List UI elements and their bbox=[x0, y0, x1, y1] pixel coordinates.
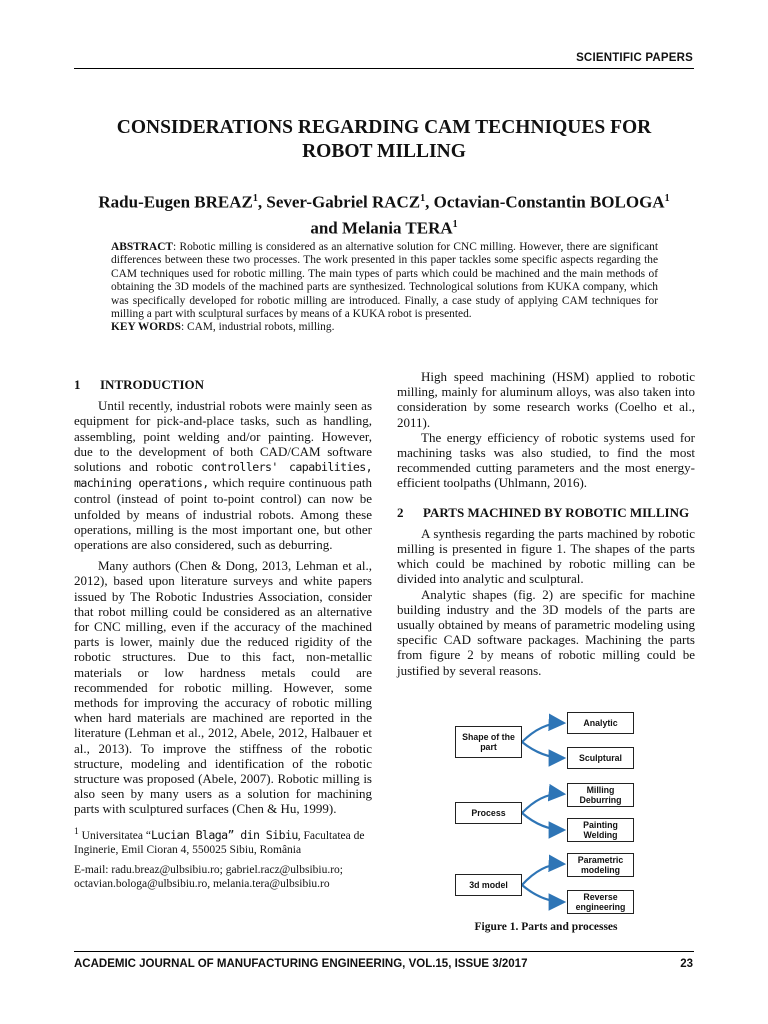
section-1-title: INTRODUCTION bbox=[100, 377, 205, 392]
box-reverse-engineering: Reverse engineering bbox=[567, 890, 634, 914]
author-2-affiliation: 1 bbox=[420, 193, 426, 204]
box-sculptural: Sculptural bbox=[567, 747, 634, 769]
section-2-title: PARTS MACHINED BY ROBOTIC MILLING bbox=[423, 504, 690, 520]
footer-divider bbox=[74, 951, 694, 952]
arrow-process-painting bbox=[522, 813, 564, 830]
right-paragraph-1: High speed machining (HSM) applied to robotic milling, mainly for aluminum alloys, was also taken into consideration by some research works (Coelho et al., 2011). bbox=[397, 369, 695, 430]
header-divider bbox=[74, 68, 694, 69]
section-1-heading bbox=[74, 377, 372, 392]
intro-paragraph-1 bbox=[74, 398, 372, 552]
title-line-1: CONSIDERATIONS REGARDING CAM TECHNIQUES FOR bbox=[116, 117, 652, 138]
arrow-shape-sculptural bbox=[522, 742, 564, 758]
right-paragraph-2: The energy efficiency of robotic systems used for machining tasks was also studied, to find the most recommended cutting parameters and the most energy-efficient toolpaths (Uhlmann, 2016). bbox=[397, 429, 695, 491]
abstract-label: ABSTRACT bbox=[111, 241, 174, 253]
keywords-text: : CAM, industrial robots, milling. bbox=[180, 321, 335, 334]
author-3-affiliation: 1 bbox=[664, 193, 670, 204]
author-list bbox=[74, 188, 694, 239]
arrow-shape-analytic bbox=[522, 723, 564, 742]
footer-page-number: 23 bbox=[680, 958, 693, 970]
header-section-label: SCIENTIFIC PAPERS bbox=[576, 52, 693, 64]
figure-1-diagram bbox=[452, 710, 657, 920]
section-2-heading bbox=[397, 505, 695, 520]
affiliation-part-b: , Facultatea de Inginerie, Emil Cioran 4, 550025 Sibiu, România bbox=[74, 829, 365, 856]
box-analytic: Analytic bbox=[567, 712, 634, 734]
left-column bbox=[74, 377, 372, 891]
footer-journal-name: ACADEMIC JOURNAL OF MANUFACTURING ENGINEERING, VOL.15, ISSUE 3/2017 bbox=[74, 958, 528, 970]
section-2-paragraph-1: A synthesis regarding the parts machined by robotic milling is presented in figure 1. The shapes of the parts which could be machined by robotic milling can be divided into analytic and sculptural. bbox=[397, 525, 695, 587]
affiliation-part-a: Universitatea “ bbox=[78, 829, 151, 842]
affiliation-text bbox=[74, 825, 372, 857]
section-2-number: 2 bbox=[397, 504, 404, 520]
section-1-number: 1 bbox=[74, 377, 81, 392]
figure-1-caption: Figure 1. Parts and processes bbox=[474, 921, 618, 933]
keywords-label: KEY WORDS bbox=[111, 321, 181, 334]
box-shape-of-part: Shape of the part bbox=[455, 726, 522, 758]
author-2: , Sever-Gabriel RACZ bbox=[257, 192, 421, 212]
right-column bbox=[397, 369, 695, 678]
affiliation-footnote bbox=[74, 825, 372, 891]
box-painting-welding: Painting Welding bbox=[567, 818, 634, 842]
abstract-text: : Robotic milling is considered as an alternative solution for CNC milling. However, there are significant differences between these two processes. The work presented in this paper tackles some specific aspects regarding the CAM techniques used for robotic milling. The main types of parts which could be machined and the main methods of obtaining the 3D models of the machined parts are synthesized. Technological solutions from KUKA company, which was specifically developed for robotic milling are introduced. Finally, a case study of applying CAM techniques for milling a part with sculptural surfaces by means of a KUKA robot is presented. bbox=[111, 241, 658, 321]
author-3: , Octavian-Constantin BOLOGA bbox=[425, 192, 665, 212]
title-line-2: ROBOT MILLING bbox=[302, 141, 466, 162]
intro-p1-mono-text: controllers' capabilities, machining operations, bbox=[74, 460, 372, 491]
intro-p1-text-b: which require continuous path control (instead of point to-point control) can now be unfolded by means of industrial robots. Among these operations, milling is the most important one, but other operations are also considered, such as deburring. bbox=[74, 475, 373, 553]
keywords-paragraph bbox=[111, 321, 658, 334]
box-3d-model: 3d model bbox=[455, 874, 522, 896]
section-2-paragraph-2: Analytic shapes (fig. 2) are specific for machine building industry and the 3D models of the parts are usually obtained by means of parametric modeling using specific CAD software packages. Machining the parts from figure 2 by means of robotic milling could be justified by several reasons. bbox=[397, 586, 695, 678]
paper-title bbox=[74, 116, 694, 164]
footnote-marker: 1 bbox=[74, 825, 79, 837]
intro-p1-text-a: Until recently, industrial robots were mainly seen as equipment for pick-and-place tasks, such as handling, assembling, point welding and/or painting. However, due to the development of both CAD/CAM software solutions and robotic bbox=[74, 398, 372, 475]
author-1-affiliation: 1 bbox=[252, 193, 258, 204]
arrow-process-milling bbox=[522, 794, 564, 813]
arrow-model-parametric bbox=[522, 864, 564, 885]
author-4: and Melania TERA bbox=[310, 218, 453, 238]
email-addresses: E-mail: radu.breaz@ulbsibiu.ro; gabriel.racz@ulbsibiu.ro; octavian.bologa@ulbsibiu.ro, melania.tera@ulbsibiu.ro bbox=[74, 863, 343, 890]
author-1: Radu-Eugen BREAZ bbox=[98, 192, 253, 212]
box-milling-deburring: Milling Deburring bbox=[567, 783, 634, 807]
arrow-model-reverse bbox=[522, 885, 564, 902]
intro-paragraph-2: Many authors (Chen & Dong, 2013, Lehman et al., 2012), based upon literature surveys and white papers issued by The Robotic Industries Association, consider that robot milling could be considered as an alternative for CNC milling, even if the accuracy of the machined parts is lower, mainly due the reduced rigidity of the robotic structures. Due to this fact, non-metallic materials or low hardness metals could are recommended for robotic milling. However, some methods for improving the accuracy of robotic milling when hard materials are machined are reported in the literature (Lehman et al., 2012, Abele, 2012, Halbauer et al., 2013). To improve the stiffness of the robotic structure, modeling and identification of the robotic structure was proposed (Abele, 2007). Robotic milling is also seen by many users as a solution for machining parts with sculptured surfaces (Chen & Hu, 1999). bbox=[74, 558, 372, 817]
abstract-block bbox=[111, 241, 658, 335]
author-4-affiliation: 1 bbox=[452, 218, 458, 230]
box-process: Process bbox=[455, 802, 522, 824]
box-parametric-modeling: Parametric modeling bbox=[567, 853, 634, 877]
affiliation-mono-text: Lucian Blaga” din Sibiu bbox=[150, 827, 298, 842]
abstract-paragraph bbox=[111, 241, 658, 321]
